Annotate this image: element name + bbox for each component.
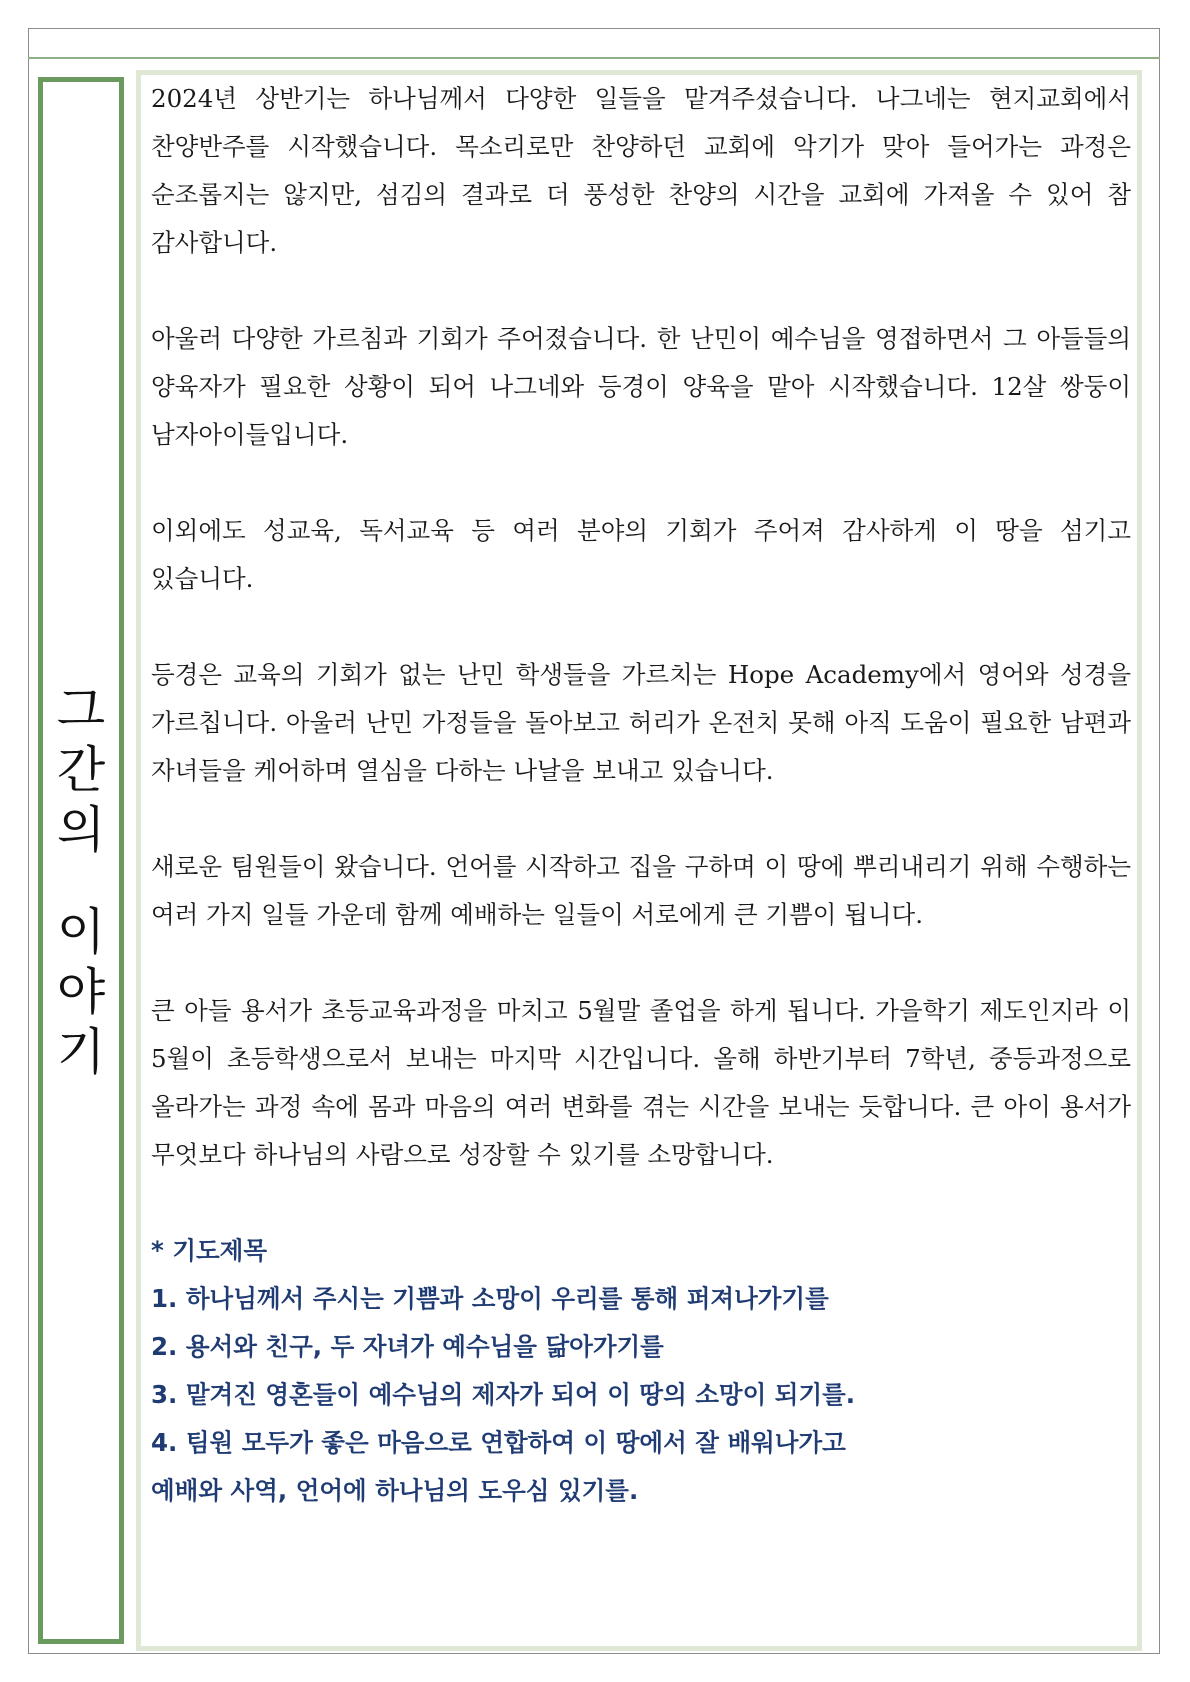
prayer-item: 4. 팀원 모두가 좋은 마음으로 연합하여 이 땅에서 잘 배워나가고 (151, 1428, 846, 1457)
paragraph-teaching-opportunities: 아울러 다양한 가르침과 기회가 주어졌습니다. 한 난민이 예수님을 영접하면서 그 아들들의 양육자가 필요한 상황이 되어 나그네와 등경이 양육을 맡아 시작했습니다. 12살 쌍둥이 남자아이들입니다. (151, 324, 1131, 449)
prayer-item: 3. 맡겨진 영혼들이 예수님의 제자가 되어 이 땅의 소망이 되기를. (151, 1380, 856, 1409)
content-body (151, 75, 1131, 1515)
prayer-heading: * 기도제목 (151, 1236, 268, 1265)
sidebar-title-char: 간 (56, 741, 106, 799)
sidebar-title-char: 야 (56, 963, 106, 1021)
sidebar-title-char: 의 (56, 801, 106, 859)
sidebar-title (43, 680, 119, 1082)
content-box (136, 70, 1142, 1651)
paragraph-other-education: 이외에도 성교육, 독서교육 등 여러 분야의 기회가 주어져 감사하게 이 땅을 섬기고 있습니다. (151, 516, 1131, 593)
sidebar-title-box (38, 77, 124, 1644)
sidebar-title-char: 기 (56, 1023, 106, 1081)
prayer-item: 1. 하나님께서 주시는 기쁨과 소망이 우리를 통해 퍼져나가기를 (151, 1284, 829, 1313)
paragraph-son-graduation: 큰 아들 용서가 초등교육과정을 마치고 5월말 졸업을 하게 됩니다. 가을학기 제도인지라 이 5월이 초등학생으로서 보내는 마지막 시간입니다. 올해 하반기부터 7학년, 중등과정으로 올라가는 과정 속에 몸과 마음의 여러 변화를 겪는 시간을 보내는 듯합니다. 큰 아이 용서가 무엇보다 하나님의 사람으로 성장할 수 있기를 소망합니다. (151, 996, 1131, 1169)
header-rule (28, 57, 1160, 59)
prayer-requests (151, 1227, 1131, 1515)
paragraph-new-team-members: 새로운 팀원들이 왔습니다. 언어를 시작하고 집을 구하며 이 땅에 뿌리내리기 위해 수행하는 여러 가지 일들 가운데 함께 예배하는 일들이 서로에게 큰 기쁨이 됩니다. (151, 852, 1131, 929)
paragraph-first-half-ministry: 2024년 상반기는 하나님께서 다양한 일들을 맡겨주셨습니다. 나그네는 현지교회에서 찬양반주를 시작했습니다. 목소리로만 찬양하던 교회에 악기가 맞아 들어가는 과정은 순조롭지는 않지만, 섬김의 결과로 더 풍성한 찬양의 시간을 교회에 가져올 수 있어 참 감사합니다. (151, 84, 1131, 257)
sidebar-title-char: 그 (56, 681, 106, 739)
prayer-item-continuation: 예배와 사역, 언어에 하나님의 도우심 있기를. (151, 1476, 639, 1505)
sidebar-title-char: 이 (56, 903, 106, 961)
prayer-item: 2. 용서와 친구, 두 자녀가 예수님을 닮아가기를 (151, 1332, 664, 1361)
paragraph-hope-academy: 등경은 교육의 기회가 없는 난민 학생들을 가르치는 Hope Academy에서 영어와 성경을 가르칩니다. 아울러 난민 가정들을 돌아보고 허리가 온전치 못해 아직 도움이 필요한 남편과 자녀들을 케어하며 열심을 다하는 나날을 보내고 있습니다. (151, 660, 1131, 785)
